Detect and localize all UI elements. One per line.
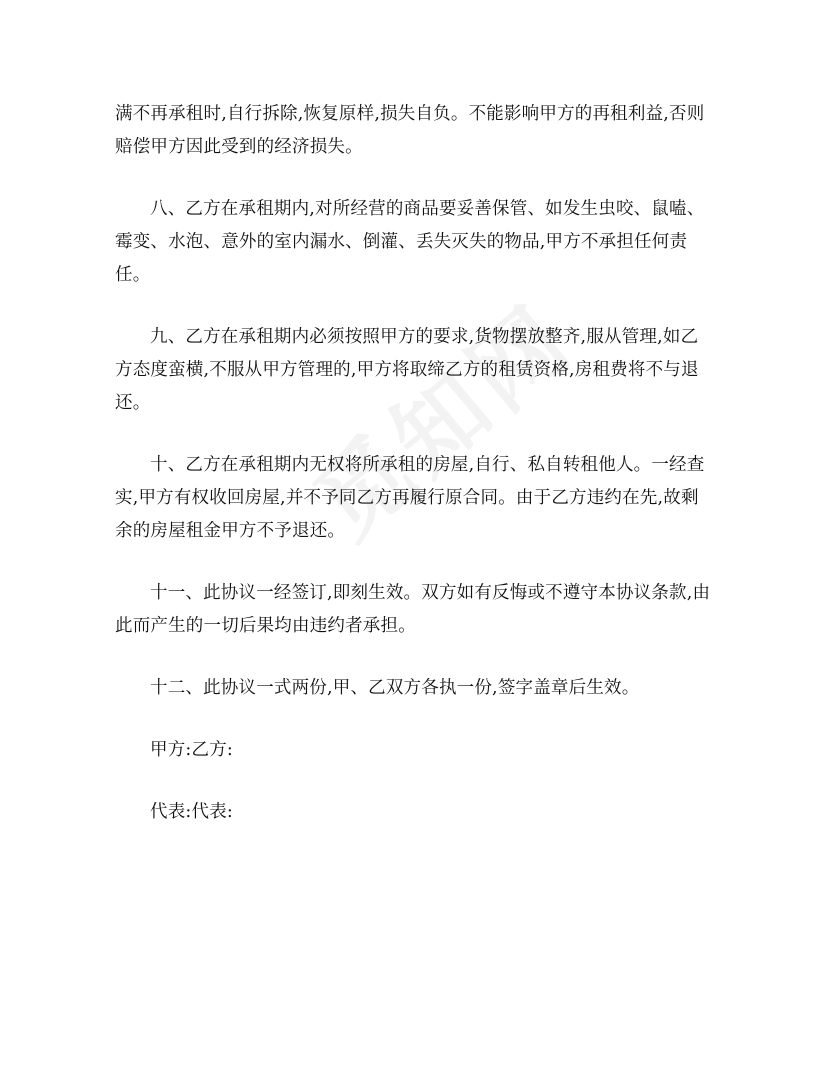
- clause-8: 八、乙方在承租期内,对所经营的商品要妥善保管、如发生虫咬、鼠嗑、霉变、水泡、意外的室内漏水、倒灌、丢失灭失的物品,甲方不承担任何责任。: [115, 199, 705, 285]
- clause-10: 十、乙方在承租期内无权将所承租的房屋,自行、私自转租他人。一经查实,甲方有权收回房屋,并不予同乙方再履行原合同。由于乙方违约在先,故剩余的房屋租金甲方不予退还。: [115, 455, 705, 541]
- representative-signature-line: 代表:代表:: [150, 802, 233, 822]
- document-body: [115, 98, 715, 829]
- clause-9: 九、乙方在承租期内必须按照甲方的要求,货物摆放整齐,服从管理,如乙方态度蛮横,不服从甲方管理的,甲方将取缔乙方的租赁资格,房租费将不与退还。: [115, 327, 699, 413]
- paragraph-continuation: 满不再承租时,自行拆除,恢复原样,损失自负。不能影响甲方的再租利益,否则赔偿甲方因此受到的经济损失。: [115, 104, 705, 157]
- clause-11: 十一、此协议一经签订,即刻生效。双方如有反悔或不遵守本协议条款,由此而产生的一切后果均由违约者承担。: [115, 583, 711, 636]
- party-signature-line: 甲方:乙方:: [150, 740, 233, 760]
- clause-12: 十二、此协议一式两份,甲、乙双方各执一份,签字盖章后生效。: [150, 678, 640, 698]
